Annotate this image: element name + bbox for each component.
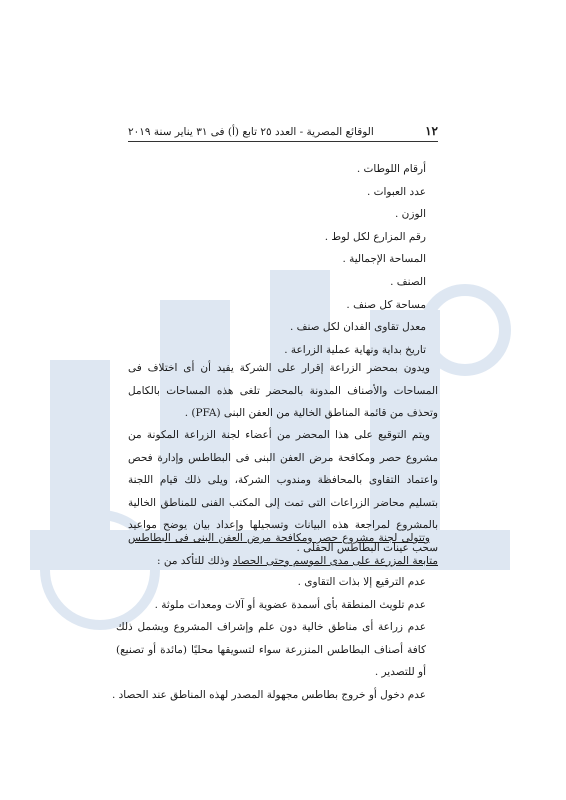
record-fields-list [284, 158, 426, 361]
list-item: المساحة الإجمالية . [342, 253, 426, 266]
list-item: تاريخ بداية ونهاية عملية الزراعة . [284, 343, 426, 356]
header-divider [128, 141, 438, 142]
paragraph-tail: وذلك للتأكد من : [156, 554, 233, 567]
running-header [128, 124, 438, 138]
conditions-list [112, 571, 426, 707]
list-item: عدم دخول أو خروج بطاطس مجهولة المصدر لهذه المناطق عند الحصاد . [111, 688, 426, 701]
page-number: ١٢ [425, 124, 438, 138]
list-item: مساحة كل صنف . [346, 298, 426, 311]
list-item: رقم المزارع لكل لوط . [324, 230, 426, 243]
underlined-text: وتتولى لجنة مشروع حصر ومكافحة مرض العفن البنى فى البطاطس متابعة المزرعة على مدى الموسم وحتى الحصاد [128, 532, 438, 567]
list-item: الوزن . [395, 208, 426, 221]
list-item: أرقام اللوطات . [356, 163, 426, 175]
list-item: معدل تقاوى الفدان لكل صنف . [289, 321, 426, 334]
paragraph-declaration: ويدون بمحضر الزراعة إقرار على الشركة يفيد أن أى اختلاف فى المساحات والأصناف المدونة بالمحضر تلغى هذه المساحات بالكامل وتحذف من قائمة المناطق الخالية من العفن البنى (PFA) . [128, 362, 438, 420]
list-item: الصنف . [390, 275, 426, 288]
paragraph-signature: ويتم التوقيع على هذا المحضر من أعضاء لجنة الزراعة المكونة من مشروع حصر ومكافحة مرض العفن البنى فى البطاطس وإدارة فحص واعتماد التقاوى بالمحافظة ومندوب الشركة، ويلى ذلك قيام اللجنة بتسليم محاضر الزراعات التى تمت إلى المكتب الفنى للمناطق الخالية بالمشروع لمراجعة هذه البيانات وتسجيلها وإعداد بيان يوضح مواعيد سحب عينات البطاطس الحقلى . [128, 429, 438, 554]
list-item: عدم الترقيع إلا بذات التقاوى . [297, 576, 426, 588]
paragraph-followup [128, 527, 438, 572]
list-item: عدد العبوات . [366, 185, 426, 198]
list-item: عدم تلويث المنطقة بأى أسمدة عضوية أو آلات ومعدات ملوثة . [154, 598, 426, 611]
running-title: الوقائع المصرية - العدد ٢٥ تابع (أ) فى ٣١ يناير سنة ٢٠١٩ [128, 126, 374, 138]
list-item: عدم زراعة أى مناطق خالية دون علم وإشراف المشروع ويشمل ذلك كافة أصناف البطاطس المنزرعة سواء لتسويقها محليًا (مائدة أو تصنيع) أو للتصدير . [116, 621, 426, 679]
